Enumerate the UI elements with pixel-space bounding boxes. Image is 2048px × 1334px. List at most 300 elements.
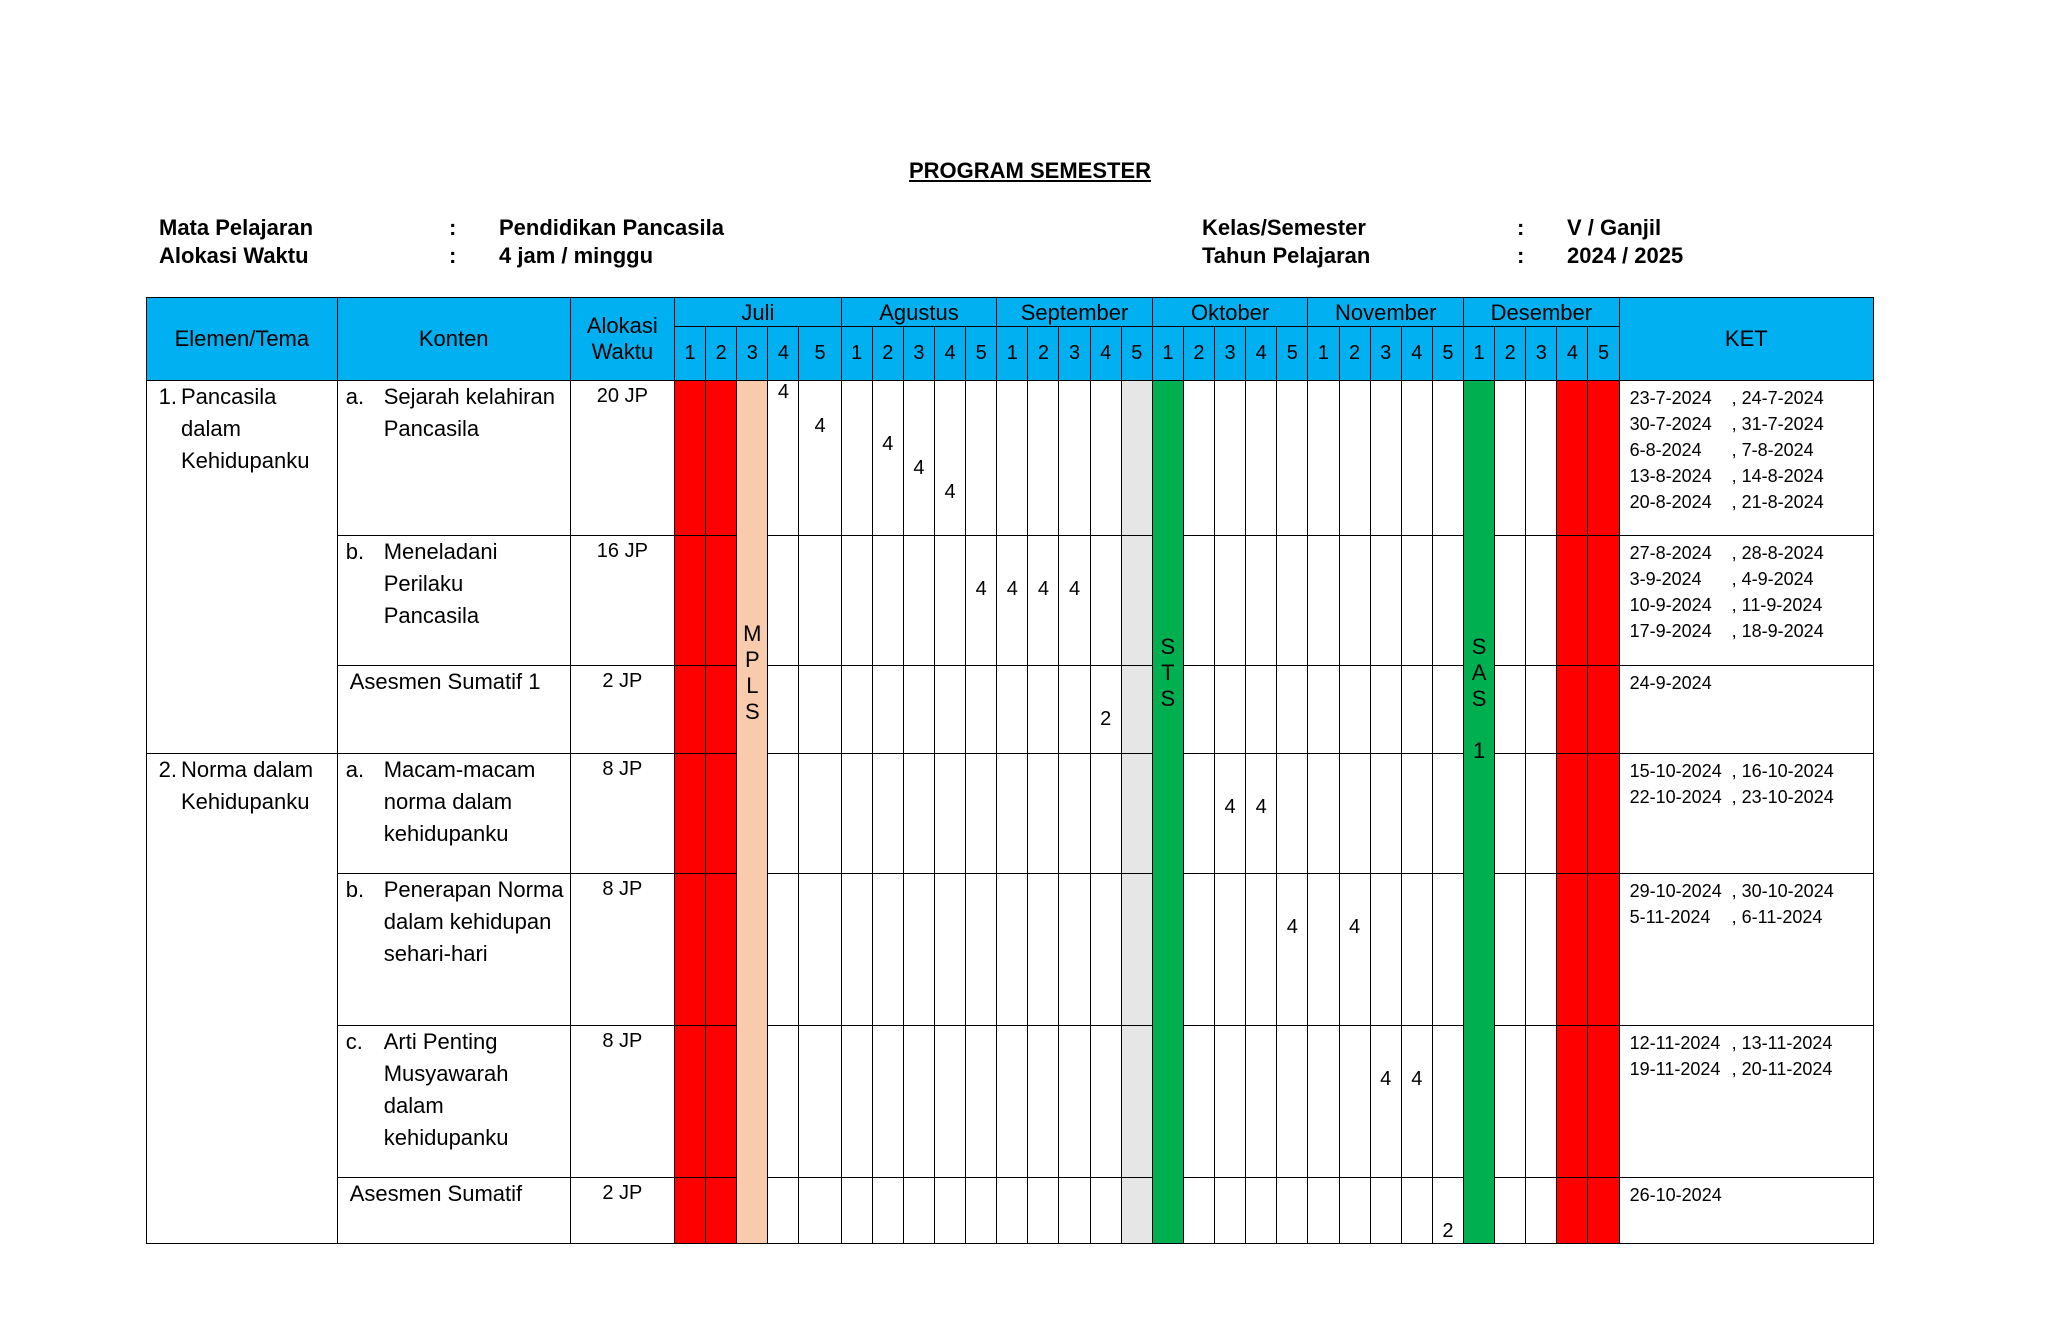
- mpls-label: [737, 381, 767, 725]
- ket-date: , 31-7-2024: [1731, 414, 1824, 434]
- week-cell-S2: [1028, 1178, 1059, 1244]
- kelas-value: V / Ganjil: [1567, 215, 1662, 240]
- konten-cell: [337, 874, 570, 1026]
- alokasi-cell: 20 JP: [570, 381, 674, 536]
- colon: :: [449, 215, 457, 240]
- ket-date: 26-10-2024: [1629, 1185, 1722, 1205]
- sas-letter: 1: [1472, 738, 1486, 763]
- week-cell-O4: [1246, 666, 1277, 754]
- header-week-N3: 3: [1370, 327, 1401, 381]
- week-cell-A2: [872, 754, 903, 874]
- sts-letter: S: [1160, 686, 1176, 711]
- header-week-N1: 1: [1308, 327, 1339, 381]
- ket-date: , 11-9-2024: [1731, 595, 1823, 615]
- ket-line: [1630, 489, 1873, 515]
- week-cell-N1: [1308, 666, 1339, 754]
- week-cell-J2: [706, 666, 737, 754]
- week-cell-D2: [1495, 536, 1526, 666]
- week-cell-O3: [1215, 874, 1246, 1026]
- header-week-J1: 1: [675, 327, 706, 381]
- konten-text: Sejarah kelahiran Pancasila: [383, 384, 555, 441]
- week-cell-J1: [675, 1178, 706, 1244]
- week-cell-D3: [1526, 666, 1557, 754]
- week-cell-N5: [1432, 666, 1463, 754]
- week-cell-S3: [1059, 1178, 1090, 1244]
- week-cell-O4: [1246, 536, 1277, 666]
- week-cell-N4: [1401, 754, 1432, 874]
- week-cell-D4: [1557, 381, 1588, 536]
- header-week-D4: 4: [1557, 327, 1588, 381]
- week-cell-J1: [675, 381, 706, 536]
- header-week-O3: 3: [1215, 327, 1246, 381]
- ket-date: 6-8-2024: [1629, 440, 1702, 460]
- elemen-number: 1.: [158, 384, 177, 409]
- week-cell-D3: [1526, 381, 1557, 536]
- week-cell-N1: [1308, 754, 1339, 874]
- header-elemen: Elemen/Tema: [147, 298, 338, 381]
- week-cell-N2: [1339, 874, 1370, 1026]
- elemen-text: Pancasila dalam Kehidupanku: [181, 384, 310, 473]
- ket-date: , 23-10-2024: [1731, 787, 1834, 807]
- ket-cell: [1619, 1178, 1873, 1244]
- konten-cell: [337, 666, 570, 754]
- week-cell-D5: [1588, 536, 1619, 666]
- header-month: Agustus: [841, 298, 997, 327]
- ket-cell: [1619, 754, 1873, 874]
- table-row: [147, 1178, 1874, 1244]
- sas-letter: A: [1471, 660, 1487, 685]
- week-cell-D5: [1588, 874, 1619, 1026]
- week-cell-N4: [1401, 874, 1432, 1026]
- header-row-months: [147, 298, 1874, 327]
- konten-marker: b.: [345, 877, 365, 902]
- header-week-O2: 2: [1183, 327, 1214, 381]
- week-cell-A5: [966, 536, 997, 666]
- week-cell-J2: [706, 874, 737, 1026]
- header-week-N4: 4: [1401, 327, 1432, 381]
- week-cell-S5: [1121, 381, 1152, 536]
- ket-date: , 24-7-2024: [1731, 388, 1824, 408]
- week-cell-J2: [706, 536, 737, 666]
- week-cell-N1: [1308, 874, 1339, 1026]
- week-cell-O4: [1246, 874, 1277, 1026]
- week-cell-S4: [1090, 381, 1121, 536]
- header-week-D2: 2: [1495, 327, 1526, 381]
- week-cell-J5: [799, 754, 841, 874]
- ket-date: 12-11-2024: [1629, 1033, 1721, 1053]
- ket-date: , 14-8-2024: [1731, 466, 1824, 486]
- mata-pelajaran-label: Mata Pelajaran: [159, 215, 314, 240]
- week-cell-S5: [1121, 1026, 1152, 1178]
- week-cell-N4: [1401, 1026, 1432, 1178]
- ket-date: 23-7-2024: [1629, 388, 1712, 408]
- header-month: September: [997, 298, 1153, 327]
- week-cell-J5: [799, 666, 841, 754]
- ket-line: [1630, 904, 1873, 930]
- week-cell-S5: [1121, 666, 1152, 754]
- week-value: 4: [1411, 1068, 1423, 1090]
- konten-marker: b.: [345, 539, 365, 564]
- week-cell-S1: [997, 874, 1028, 1026]
- week-cell-N2: [1339, 1178, 1370, 1244]
- alokasi-cell: 2 JP: [570, 1178, 674, 1244]
- ket-date: 3-9-2024: [1629, 569, 1702, 589]
- week-cell-O2: [1183, 381, 1214, 536]
- week-cell-J4: [768, 1178, 799, 1244]
- header-week-N2: 2: [1339, 327, 1370, 381]
- week-cell-N4: [1401, 536, 1432, 666]
- week-cell-A2: [872, 381, 903, 536]
- week-cell-N2: [1339, 536, 1370, 666]
- header-month: Desember: [1464, 298, 1620, 327]
- ket-date: 24-9-2024: [1629, 673, 1712, 693]
- week-cell-J2: [706, 754, 737, 874]
- colon: :: [1517, 243, 1525, 268]
- week-value: 4: [1255, 796, 1267, 818]
- ket-date: 30-7-2024: [1629, 414, 1712, 434]
- week-cell-O2: [1183, 754, 1214, 874]
- week-cell-A1: [841, 536, 872, 666]
- week-cell-A1: [841, 1178, 872, 1244]
- week-cell-A2: [872, 536, 903, 666]
- week-cell-S4: [1090, 754, 1121, 874]
- week-cell-N3: [1370, 666, 1401, 754]
- elemen-number: 2.: [158, 757, 177, 782]
- header-week-S1: 1: [997, 327, 1028, 381]
- week-cell-D4: [1557, 666, 1588, 754]
- week-cell-D5: [1588, 1178, 1619, 1244]
- week-cell-N2: [1339, 754, 1370, 874]
- week-cell-S5: [1121, 536, 1152, 666]
- week-cell-N3: [1370, 874, 1401, 1026]
- week-cell-S4: [1090, 1026, 1121, 1178]
- mpls-letter: L: [746, 673, 759, 698]
- ket-date: , 16-10-2024: [1731, 761, 1834, 781]
- week-cell-O5: [1277, 381, 1308, 536]
- ket-cell: [1619, 1026, 1873, 1178]
- week-value: 4: [882, 433, 894, 455]
- week-cell-D3: [1526, 1178, 1557, 1244]
- week-cell-N4: [1401, 666, 1432, 754]
- ket-line: [1630, 463, 1873, 489]
- ket-line: [1630, 1182, 1873, 1208]
- header-week-S2: 2: [1028, 327, 1059, 381]
- ket-date: , 18-9-2024: [1731, 621, 1824, 641]
- ket-date: , 7-8-2024: [1731, 440, 1814, 460]
- week-cell-D4: [1557, 1026, 1588, 1178]
- week-cell-O3: [1215, 536, 1246, 666]
- ket-line: [1630, 758, 1873, 784]
- week-cell-A5: [966, 666, 997, 754]
- konten-text: Meneladani Perilaku Pancasila: [383, 539, 498, 628]
- week-cell-N3: [1370, 536, 1401, 666]
- week-value: 4: [1286, 916, 1298, 938]
- week-cell-O4: [1246, 381, 1277, 536]
- week-value: 4: [944, 481, 956, 503]
- week-cell-N2: [1339, 1026, 1370, 1178]
- konten-marker: a.: [345, 757, 365, 782]
- page-title: PROGRAM SEMESTER: [908, 158, 1152, 183]
- sas-label: [1464, 381, 1494, 764]
- table-row: [147, 381, 1874, 536]
- alokasi-cell: 8 JP: [570, 874, 674, 1026]
- week-value: 2: [1442, 1220, 1454, 1242]
- ket-date: , 13-11-2024: [1731, 1033, 1833, 1053]
- week-cell-O3: [1215, 381, 1246, 536]
- elemen-text: Norma dalam Kehidupanku: [181, 757, 314, 814]
- ket-line: [1630, 618, 1873, 644]
- sts-letter: T: [1161, 660, 1175, 685]
- header-week-J2: 2: [706, 327, 737, 381]
- ket-date: , 6-11-2024: [1731, 907, 1823, 927]
- week-cell-O4: [1246, 754, 1277, 874]
- week-cell-S3: [1059, 754, 1090, 874]
- header-week-O4: 4: [1246, 327, 1277, 381]
- week-cell-A1: [841, 381, 872, 536]
- week-cell-J2: [706, 1026, 737, 1178]
- ket-date: 20-8-2024: [1629, 492, 1712, 512]
- week-cell-A4: [935, 1026, 966, 1178]
- ket-line: [1630, 385, 1873, 411]
- ket-line: [1630, 566, 1873, 592]
- week-cell-O3: [1215, 1178, 1246, 1244]
- header-week-N5: 5: [1432, 327, 1463, 381]
- week-cell-N5: [1432, 381, 1463, 536]
- header-ket: KET: [1619, 298, 1873, 381]
- week-cell-A4: [935, 666, 966, 754]
- week-cell-N5: [1432, 874, 1463, 1026]
- week-cell-D4: [1557, 874, 1588, 1026]
- week-cell-O1: [1152, 381, 1183, 1244]
- header-week-J4: 4: [768, 327, 799, 381]
- week-cell-J2: [706, 1178, 737, 1244]
- week-cell-J4: [768, 874, 799, 1026]
- week-cell-A3: [903, 1026, 934, 1178]
- week-cell-S1: [997, 381, 1028, 536]
- konten-text: Asesmen Sumatif 1: [349, 669, 541, 694]
- week-cell-N5: [1432, 536, 1463, 666]
- week-cell-J5: [799, 381, 841, 536]
- week-cell-O4: [1246, 1026, 1277, 1178]
- week-cell-S4: [1090, 1178, 1121, 1244]
- week-cell-J1: [675, 754, 706, 874]
- week-cell-A4: [935, 754, 966, 874]
- week-cell-O5: [1277, 666, 1308, 754]
- week-cell-D2: [1495, 1178, 1526, 1244]
- week-cell-O2: [1183, 536, 1214, 666]
- week-cell-A1: [841, 1026, 872, 1178]
- week-cell-N5: [1432, 1026, 1463, 1178]
- week-cell-D2: [1495, 1026, 1526, 1178]
- table-row: [147, 536, 1874, 666]
- week-cell-S2: [1028, 874, 1059, 1026]
- week-cell-A2: [872, 1026, 903, 1178]
- header-week-S4: 4: [1090, 327, 1121, 381]
- week-cell-A4: [935, 1178, 966, 1244]
- week-cell-O3: [1215, 754, 1246, 874]
- ket-line: [1630, 411, 1873, 437]
- ket-cell: [1619, 874, 1873, 1026]
- week-cell-S5: [1121, 874, 1152, 1026]
- week-cell-D4: [1557, 1178, 1588, 1244]
- header-week-D3: 3: [1526, 327, 1557, 381]
- konten-text: Penerapan Norma dalam kehidupan sehari-hari: [383, 877, 564, 966]
- week-cell-O3: [1215, 1026, 1246, 1178]
- week-cell-S1: [997, 1026, 1028, 1178]
- week-cell-A5: [966, 1178, 997, 1244]
- ket-date: , 4-9-2024: [1731, 569, 1814, 589]
- week-value: 4: [1037, 578, 1049, 600]
- sts-letter: S: [1160, 634, 1176, 659]
- header-week-O1: 1: [1152, 327, 1183, 381]
- week-cell-N3: [1370, 1178, 1401, 1244]
- week-cell-S5: [1121, 754, 1152, 874]
- program-semester-table: [146, 297, 1874, 1244]
- week-cell-N1: [1308, 1178, 1339, 1244]
- week-cell-D5: [1588, 754, 1619, 874]
- header-week-A4: 4: [935, 327, 966, 381]
- header-week-S3: 3: [1059, 327, 1090, 381]
- week-cell-S3: [1059, 1026, 1090, 1178]
- week-cell-J5: [799, 1178, 841, 1244]
- ket-date: , 20-11-2024: [1731, 1059, 1833, 1079]
- header-week-J3: 3: [737, 327, 768, 381]
- week-cell-A3: [903, 754, 934, 874]
- header-week-D5: 5: [1588, 327, 1619, 381]
- ket-date: 22-10-2024: [1629, 787, 1722, 807]
- table-row: [147, 1026, 1874, 1178]
- week-cell-S2: [1028, 754, 1059, 874]
- week-cell-D5: [1588, 666, 1619, 754]
- week-cell-D3: [1526, 1026, 1557, 1178]
- header-week-A1: 1: [841, 327, 872, 381]
- week-value: 4: [814, 415, 826, 437]
- alokasi-cell: 16 JP: [570, 536, 674, 666]
- week-value: 4: [1006, 578, 1018, 600]
- sts-label: [1153, 381, 1183, 712]
- elemen-cell: [147, 754, 338, 1244]
- week-cell-O5: [1277, 1178, 1308, 1244]
- week-cell-J5: [799, 1026, 841, 1178]
- ket-line: [1630, 670, 1873, 696]
- header-konten: Konten: [337, 298, 570, 381]
- week-cell-S4: [1090, 666, 1121, 754]
- week-cell-D2: [1495, 874, 1526, 1026]
- ket-line: [1630, 437, 1873, 463]
- week-cell-S4: [1090, 874, 1121, 1026]
- week-cell-O5: [1277, 874, 1308, 1026]
- ket-date: 19-11-2024: [1629, 1059, 1721, 1079]
- week-cell-N2: [1339, 381, 1370, 536]
- week-cell-A4: [935, 381, 966, 536]
- week-cell-A3: [903, 536, 934, 666]
- ket-date: , 30-10-2024: [1731, 881, 1834, 901]
- konten-marker: c.: [345, 1029, 363, 1054]
- header-month: November: [1308, 298, 1464, 327]
- table-row: [147, 754, 1874, 874]
- table-row: [147, 874, 1874, 1026]
- colon: :: [449, 243, 457, 268]
- header-month: Juli: [675, 298, 842, 327]
- week-cell-D1: [1464, 381, 1495, 1244]
- ket-date: 27-8-2024: [1629, 543, 1712, 563]
- header-week-A2: 2: [872, 327, 903, 381]
- table-row: [147, 666, 1874, 754]
- week-cell-A3: [903, 666, 934, 754]
- week-cell-N1: [1308, 1026, 1339, 1178]
- week-cell-A4: [935, 536, 966, 666]
- week-value: 4: [777, 381, 789, 403]
- week-cell-O3: [1215, 666, 1246, 754]
- week-cell-S4: [1090, 536, 1121, 666]
- ket-cell: [1619, 381, 1873, 536]
- sas-letter: [1464, 712, 1494, 738]
- alokasi-cell: 8 JP: [570, 754, 674, 874]
- header-week-S5: 5: [1121, 327, 1152, 381]
- header-alokasi: Alokasi Waktu: [570, 298, 674, 381]
- ket-date: 10-9-2024: [1629, 595, 1712, 615]
- week-cell-D5: [1588, 381, 1619, 536]
- week-cell-S1: [997, 1178, 1028, 1244]
- mpls-letter: S: [744, 699, 760, 724]
- week-value: 4: [1068, 578, 1081, 600]
- meta-left: [159, 214, 724, 270]
- week-cell-A5: [966, 1026, 997, 1178]
- week-cell-J4: [768, 381, 799, 536]
- week-cell-N3: [1370, 754, 1401, 874]
- konten-cell: [337, 754, 570, 874]
- konten-text: Macam-macam norma dalam kehidupanku: [383, 757, 536, 846]
- week-cell-A3: [903, 1178, 934, 1244]
- week-value: 4: [975, 578, 987, 600]
- week-cell-O5: [1277, 1026, 1308, 1178]
- sas-letter: S: [1471, 686, 1487, 711]
- konten-marker: a.: [345, 384, 365, 409]
- header-week-J5: 5: [799, 327, 841, 381]
- week-value: 4: [913, 457, 925, 479]
- tahun-value: 2024 / 2025: [1567, 243, 1684, 268]
- week-cell-J4: [768, 536, 799, 666]
- colon: :: [1517, 215, 1525, 240]
- week-cell-N2: [1339, 666, 1370, 754]
- week-cell-J5: [799, 874, 841, 1026]
- week-cell-A3: [903, 381, 934, 536]
- week-cell-D2: [1495, 666, 1526, 754]
- week-cell-S2: [1028, 536, 1059, 666]
- ket-date: 29-10-2024: [1629, 881, 1722, 901]
- week-cell-J2: [706, 381, 737, 536]
- week-cell-N5: [1432, 754, 1463, 874]
- konten-cell: [337, 1026, 570, 1178]
- week-cell-A5: [966, 381, 997, 536]
- header-week-O5: 5: [1277, 327, 1308, 381]
- ket-date: 13-8-2024: [1629, 466, 1712, 486]
- ket-date: 5-11-2024: [1629, 907, 1711, 927]
- week-cell-D3: [1526, 874, 1557, 1026]
- week-cell-O2: [1183, 1178, 1214, 1244]
- week-cell-O2: [1183, 1026, 1214, 1178]
- week-cell-O5: [1277, 536, 1308, 666]
- week-cell-O4: [1246, 1178, 1277, 1244]
- week-cell-A1: [841, 754, 872, 874]
- week-cell-S5: [1121, 1178, 1152, 1244]
- ket-line: [1630, 1056, 1873, 1082]
- konten-cell: [337, 1178, 570, 1244]
- week-cell-A1: [841, 666, 872, 754]
- alokasi-value: 4 jam / minggu: [499, 243, 654, 268]
- week-cell-S3: [1059, 381, 1090, 536]
- mata-pelajaran-value: Pendidikan Pancasila: [499, 215, 724, 240]
